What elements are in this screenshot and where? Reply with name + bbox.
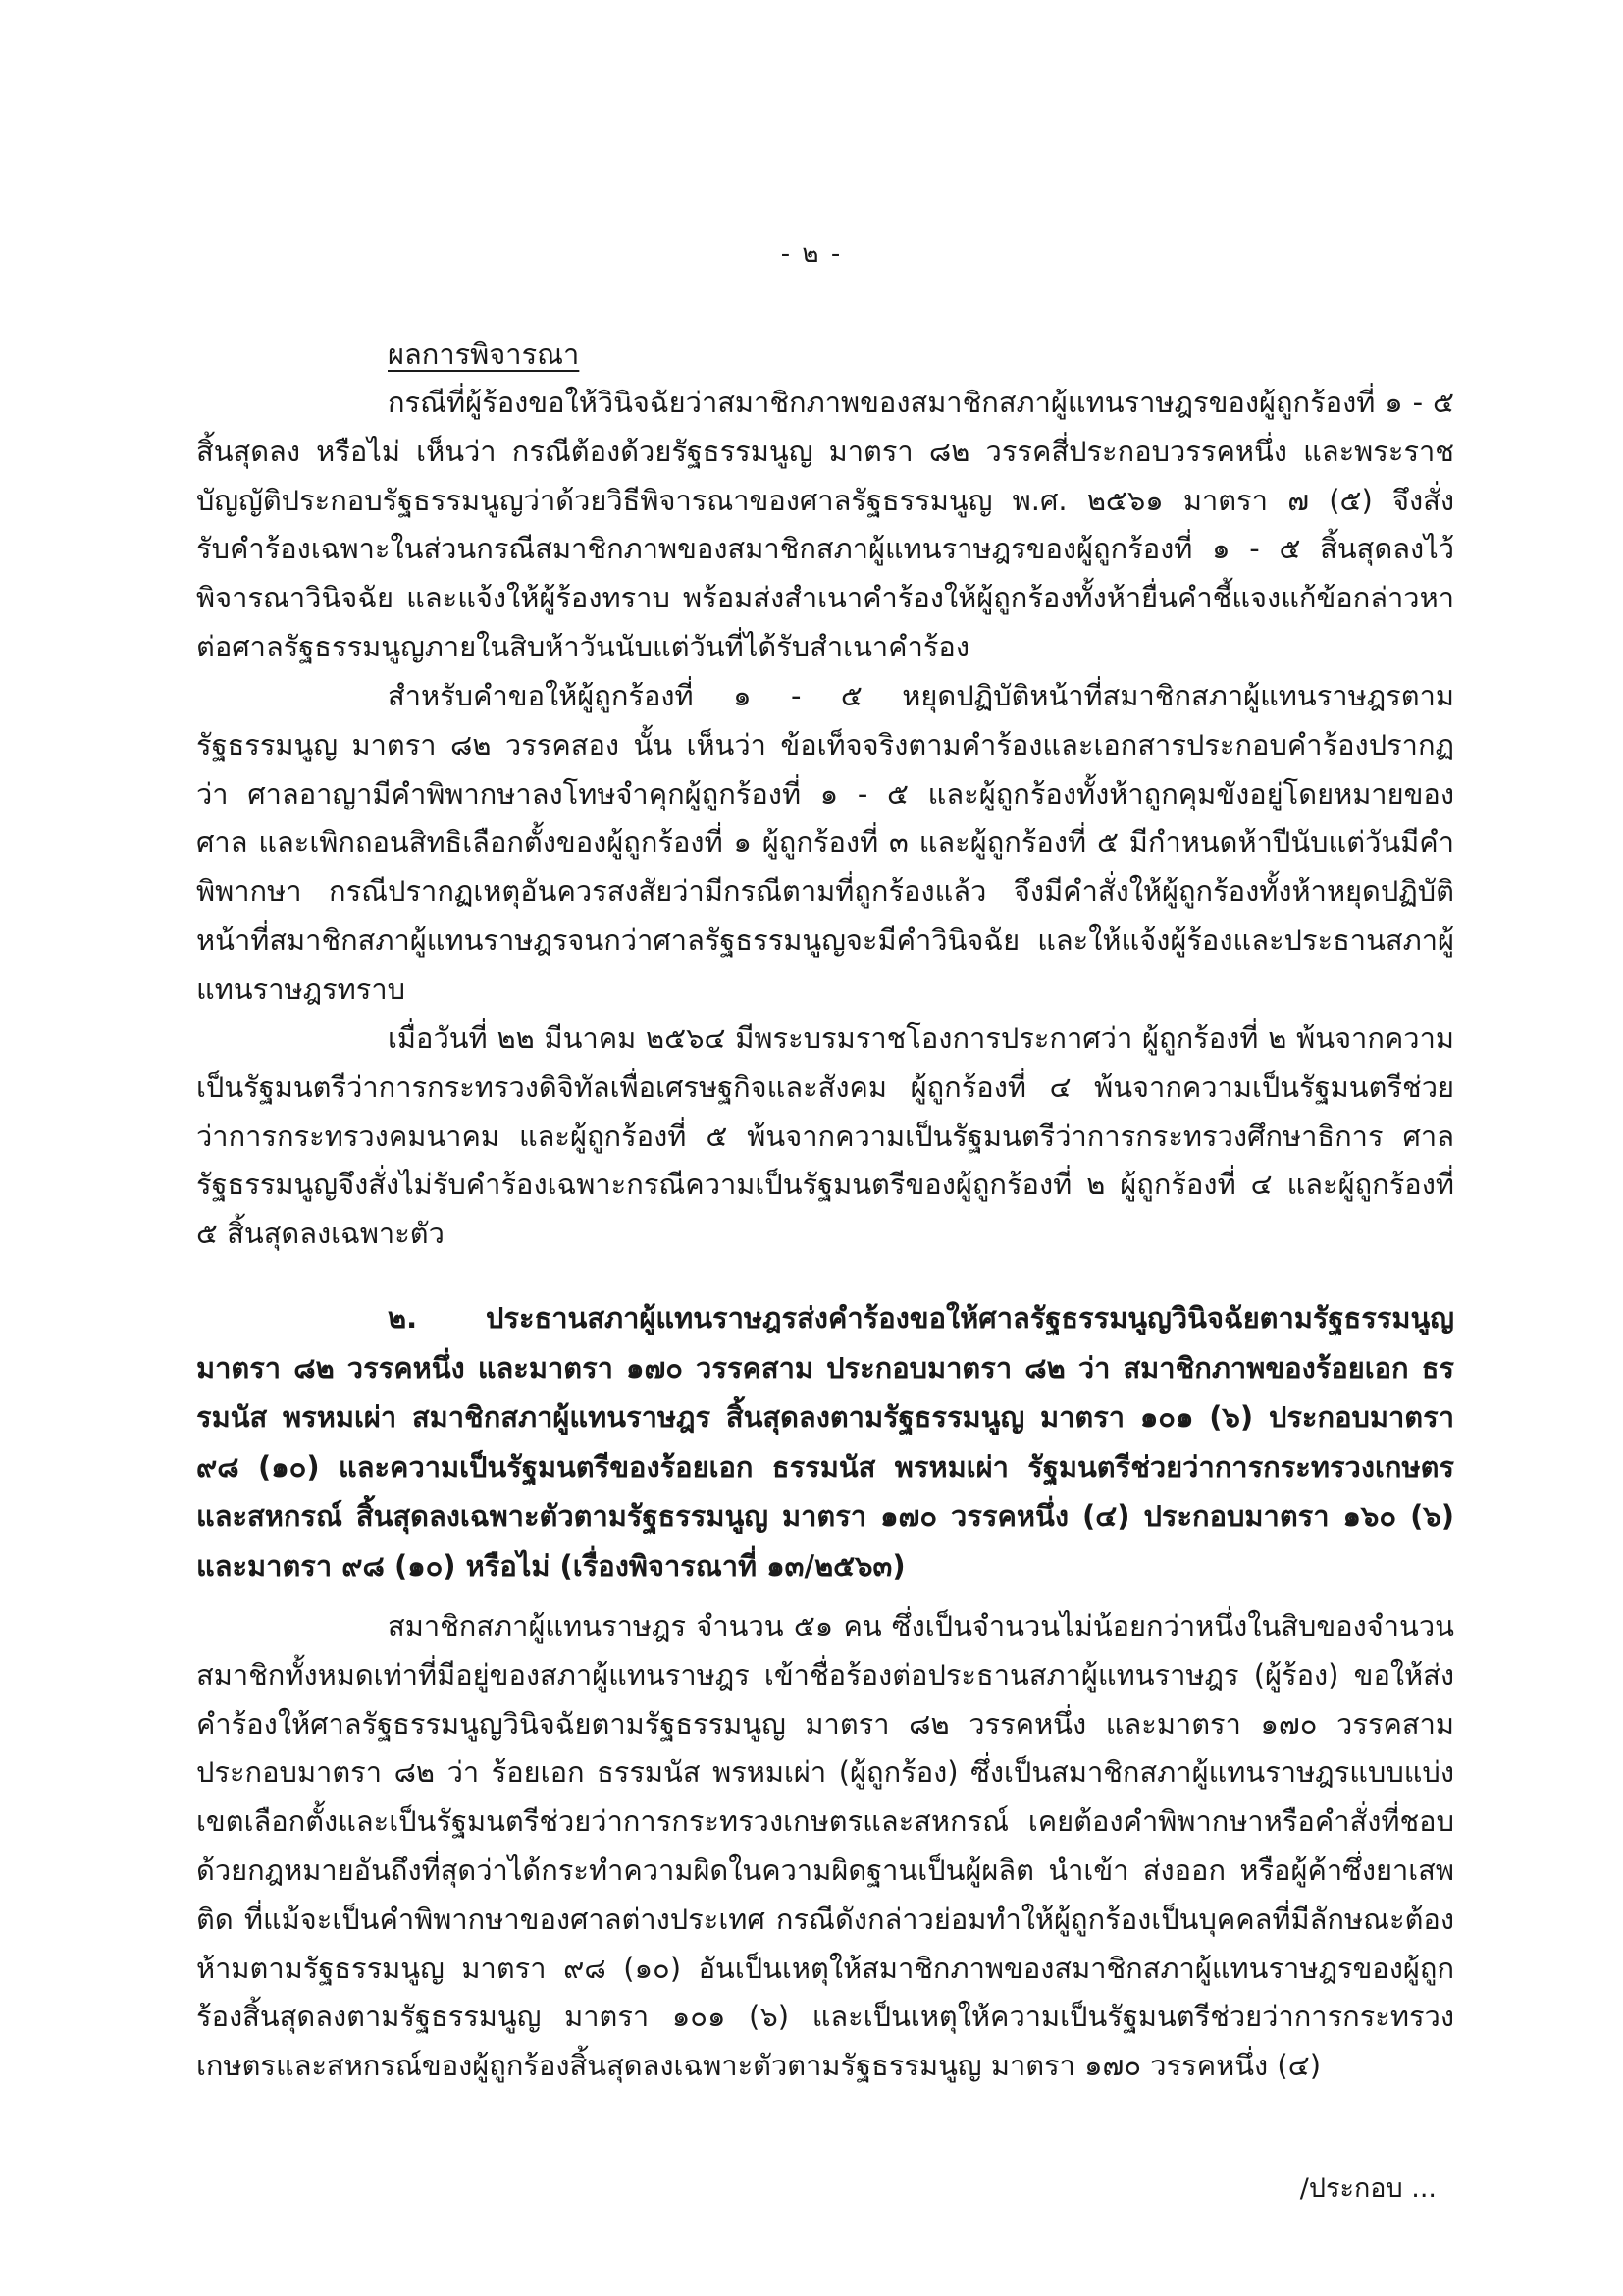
- page-number: - ๒ -: [780, 239, 843, 269]
- paragraph-text: กรณีที่ผู้ร้องขอให้วินิจฉัยว่าสมาชิกภาพของสมาชิกสภาผู้แทนราษฎรของผู้ถูกร้องที่ ๑ - ๕ สิ้นสุดลง หรือไม่ เห็นว่า กรณีต้องด้วยรัฐธรรมนูญ มาตรา ๘๒ วรรคสี่ประกอบวรรคหนึ่ง และพระราชบัญญัติประกอบรัฐธรรมนูญว่าด้วยวิธีพิจารณาของศาลรัฐธรรมนูญ พ.ศ. ๒๕๖๑ มาตรา ๗ (๕) จึงสั่งรับคำร้องเฉพาะในส่วนกรณีสมาชิกภาพของสมาชิกสภาผู้แทนราษฎรของผู้ถูกร้องที่ ๑ - ๕ สิ้นสุดลงไว้พิจารณาวินิจฉัย และแจ้งให้ผู้ร้องทราบ พร้อมส่งสำเนาคำร้องให้ผู้ถูกร้องทั้งห้ายื่นคำชี้แจงแก้ข้อกล่าวหาต่อศาลรัฐธรรมนูญภายในสิบห้าวันนับแต่วันที่ได้รับสำเนาคำร้อง: [196, 386, 1454, 663]
- paragraph-text: ๒. ประธานสภาผู้แทนราษฎรส่งคำร้องขอให้ศาลรัฐธรรมนูญวินิจฉัยตามรัฐธรรมนูญ มาตรา ๘๒ วรรคหนึ่ง และมาตรา ๑๗๐ วรรคสาม ประกอบมาตรา ๘๒ ว่า สมาชิกภาพของร้อยเอก ธรรมนัส พรหมเผ่า สมาชิกสภาผู้แทนราษฎร สิ้นสุดลงตามรัฐธรรมนูญ มาตรา ๑๐๑ (๖) ประกอบมาตรา ๙๘ (๑๐) และความเป็นรัฐมนตรีของร้อยเอก ธรรมนัส พรหมเผ่า รัฐมนตรีช่วยว่าการกระทรวงเกษตรและสหกรณ์ สิ้นสุดลงเฉพาะตัวตามรัฐธรรมนูญ มาตรา ๑๗๐ วรรคหนึ่ง (๔) ประกอบมาตรา ๑๖๐ (๖) และมาตรา ๙๘ (๑๐) หรือไม่ (เรื่องพิจารณาที่ ๑๓/๒๕๖๓): [196, 1301, 1454, 1583]
- paragraph-date: [196, 1015, 1454, 1259]
- paragraph-text: สมาชิกสภาผู้แทนราษฎร จำนวน ๕๑ คน ซึ่งเป็นจำนวนไม่น้อยกว่าหนึ่งในสิบของจำนวนสมาชิกทั้งหมดเท่าที่มีอยู่ของสภาผู้แทนราษฎร เข้าชื่อร้องต่อประธานสภาผู้แทนราษฎร (ผู้ร้อง) ขอให้ส่งคำร้องให้ศาลรัฐธรรมนูญวินิจฉัยตามรัฐธรรมนูญ มาตรา ๘๒ วรรคหนึ่ง และมาตรา ๑๗๐ วรรคสาม ประกอบมาตรา ๘๒ ว่า ร้อยเอก ธรรมนัส พรหมเผ่า (ผู้ถูกร้อง) ซึ่งเป็นสมาชิกสภาผู้แทนราษฎรแบบแบ่งเขตเลือกตั้งและเป็นรัฐมนตรีช่วยว่าการกระทรวงเกษตรและสหกรณ์ เคยต้องคำพิพากษาหรือคำสั่งที่ชอบด้วยกฎหมายอันถึงที่สุดว่าได้กระทำความผิดในความผิดฐานเป็นผู้ผลิต นำเข้า ส่งออก หรือผู้ค้าซึ่งยาเสพติด ที่แม้จะเป็นคำพิพากษาของศาลต่างประเทศ กรณีดังกล่าวย่อมทำให้ผู้ถูกร้องเป็นบุคคลที่มีลักษณะต้องห้ามตามรัฐธรรมนูญ มาตรา ๙๘ (๑๐) อันเป็นเหตุให้สมาชิกภาพของสมาชิกสภาผู้แทนราษฎรของผู้ถูกร้องสิ้นสุดลงตามรัฐธรรมนูญ มาตรา ๑๐๑ (๖) และเป็นเหตุให้ความเป็นรัฐมนตรีช่วยว่าการกระทรวงเกษตรและสหกรณ์ของผู้ถูกร้องสิ้นสุดลงเฉพาะตัวตามรัฐธรรมนูญ มาตรา ๑๗๐ วรรคหนึ่ง (๔): [196, 1609, 1454, 2083]
- paragraph-text: สำหรับคำขอให้ผู้ถูกร้องที่ ๑ - ๕ หยุดปฏิบัติหน้าที่สมาชิกสภาผู้แทนราษฎรตามรัฐธรรมนูญ มาตรา ๘๒ วรรคสอง นั้น เห็นว่า ข้อเท็จจริงตามคำร้องและเอกสารประกอบคำร้องปรากฏว่า ศาลอาญามีคำพิพากษาลงโทษจำคุกผู้ถูกร้องที่ ๑ - ๕ และผู้ถูกร้องทั้งห้าถูกคุมขังอยู่โดยหมายของศาล และเพิกถอนสิทธิเลือกตั้งของผู้ถูกร้องที่ ๑ ผู้ถูกร้องที่ ๓ และผู้ถูกร้องที่ ๕ มีกำหนดห้าปีนับแต่วันมีคำพิพากษา กรณีปรากฏเหตุอันควรสงสัยว่ามีกรณีตามที่ถูกร้องแล้ว จึงมีคำสั่งให้ผู้ถูกร้องทั้งห้าหยุดปฏิบัติหน้าที่สมาชิกสภาผู้แทนราษฎรจนกว่าศาลรัฐธรรมนูญจะมีคำวินิจฉัย และให้แจ้งผู้ร้องและประธานสภาผู้แทนราษฎรทราบ: [196, 679, 1454, 1006]
- paragraph-text: เมื่อวันที่ ๒๒ มีนาคม ๒๕๖๔ มีพระบรมราชโองการประกาศว่า ผู้ถูกร้องที่ ๒ พ้นจากความเป็นรัฐมนตรีว่าการกระทรวงดิจิทัลเพื่อเศรษฐกิจและสังคม ผู้ถูกร้องที่ ๔ พ้นจากความเป็นรัฐมนตรีช่วยว่าการกระทรวงคมนาคม และผู้ถูกร้องที่ ๕ พ้นจากความเป็นรัฐมนตรีว่าการกระทรวงศึกษาธิการ ศาลรัฐธรรมนูญจึงสั่งไม่รับคำร้องเฉพาะกรณีความเป็นรัฐมนตรีของผู้ถูกร้องที่ ๒ ผู้ถูกร้องที่ ๔ และผู้ถูกร้องที่ ๕ สิ้นสุดลงเฉพาะตัว: [196, 1021, 1454, 1251]
- item-2-body: [196, 1602, 1454, 2091]
- section-heading: ผลการพิจารณา: [388, 338, 580, 371]
- paragraph-result: [196, 379, 1454, 672]
- item-2-title: [196, 1293, 1454, 1592]
- paragraph-order: [196, 672, 1454, 1015]
- continuation-marker: /ประกอบ ...: [1299, 2173, 1437, 2204]
